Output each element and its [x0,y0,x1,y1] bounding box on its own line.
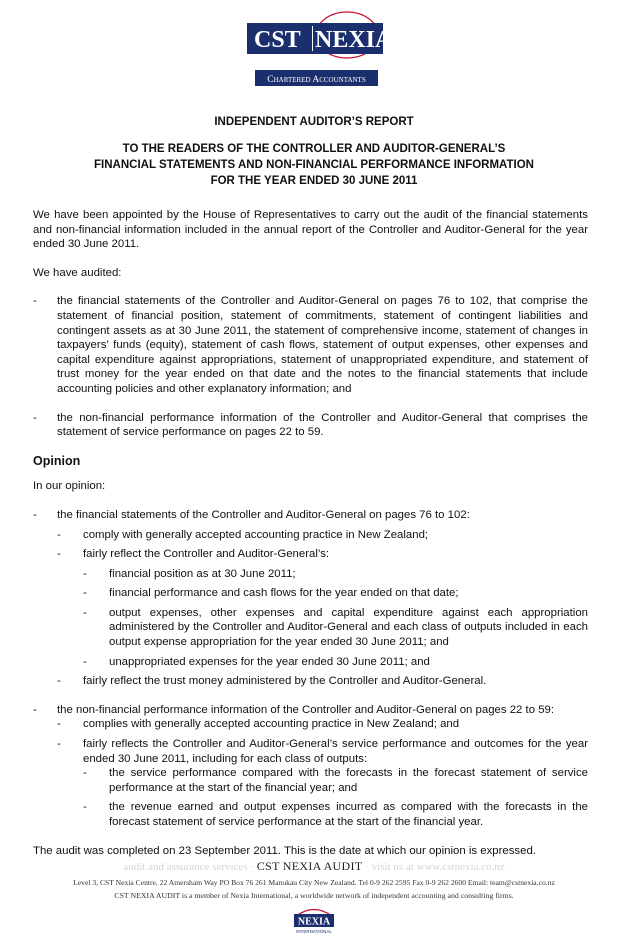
audited-heading: We have audited: [33,266,122,279]
dash-bullet: - [83,567,87,580]
dash-bullet: - [57,548,61,561]
readers-title-line: TO THE READERS OF THE CONTROLLER AND AUDITOR-GENERAL’S [122,143,506,155]
audited-item [33,411,588,440]
dash-bullet: - [33,411,37,424]
logo-divider [312,26,313,51]
readers-title-line: FOR THE YEAR ENDED 30 JUNE 2011 [210,175,418,187]
nexia-badge-graphic [284,905,344,935]
logo-name-part2: NEXIA [315,27,393,53]
dash-bullet: - [57,528,61,541]
page-footer [0,859,628,940]
opinion-nfp-item [33,703,588,718]
opinion-fs-sub-text: output expenses, other expenses and capital expenditure against each appropriation administered by the Controller and Auditor-General and each class of outputs included in each output expense appropriation for the year ended 30 June 2011; and [109,606,588,649]
dash-bullet: - [83,767,87,780]
opinion-nfp-comply [33,717,588,732]
readers-title [0,141,628,189]
opinion-fs-comply-text: comply with generally accepted accounting practice in New Zealand; [83,528,429,541]
opinion-fs-sub-item [33,606,588,650]
opinion-fs-fairly [33,547,588,562]
dash-bullet: - [83,606,87,619]
footer-address: Level 3, CST Nexia Centre, 22 Amersham Way PO Box 76 261 Manukau City New Zealand. Tel 0-9 262 2595 Fax 0-9 262 2600 Email: team@cstnexia.co.nz [73,878,555,887]
opinion-nfp-fairly-text: fairly reflects the Controller and Auditor-General’s service performance and outcomes for the year ended 30 June 2011, including for each class of outputs: [83,738,588,765]
opinion-heading: Opinion [33,453,81,468]
footer-website: visit us at www.cstnexia.co.nz [371,861,505,873]
opinion-fs-trust-text: fairly reflect the trust money administered by the Controller and Auditor-General. [83,675,487,688]
logo-name-part1: CST [254,27,301,53]
opinion-fs-sub-text: unappropriated expenses for the year ended 30 June 2011; and [109,655,430,668]
intro-paragraph: We have been appointed by the House of Representatives to carry out the audit of the financial statements and non-financial information included in the annual report of the Controller and Auditor-General for the year ended 30 June 2011. [33,209,588,251]
opinion-fs-comply [33,528,588,543]
dash-bullet: - [33,295,37,308]
footer-services-line [0,859,628,874]
nexia-international-logo [284,905,344,940]
opinion-nfp-sub-text: the service performance compared with the forecasts in the forecast statement of service performance at the start of the financial year; and [109,767,588,794]
footer-separator: · [365,861,369,873]
opinion-fs-sub-text: financial position as at 30 June 2011; [109,567,296,580]
opinion-nfp-comply-text: complies with generally accepted accounting practice in New Zealand; and [83,718,460,731]
opinion-fs-item [33,508,588,523]
dash-bullet: - [83,801,87,814]
opinion-fs-sub-item [33,655,588,670]
dash-bullet: - [83,587,87,600]
footer-member-statement: CST NEXIA AUDIT is a member of Nexia International, a worldwide network of independent accounting and consulting firms. [114,891,514,900]
dash-bullet: - [57,718,61,731]
nexia-badge-name: NEXIA [297,916,331,928]
completion-statement: The audit was completed on 23 September 2011. This is the date at which our opinion is expressed. [33,844,536,857]
opinion-nfp-fairly [33,737,588,766]
opinion-fs-trust [33,674,588,689]
opinion-nfp-sub-item [33,766,588,795]
footer-firm-name: CST NEXIA AUDIT [256,859,363,873]
dash-bullet: - [57,675,61,688]
audited-item-text: the financial statements of the Controller and Auditor-General on pages 76 to 102, that comprise the statement of financial position, statement of commitments, statement of contingent liabilities and contingent assets as at 30 June 2011, the statement of comprehensive income, statement of changes in taxpayers’ funds (equity), statement of cash flows, statement of output expenses, other expenses and capital expenditure against appropriations, statement of unappropriated expenditure, and statement of trust money for the year ended on that date and the notes to the financial statements that include accounting policies and other explanatory information; and [57,295,588,395]
dash-bullet: - [57,738,61,751]
report-header [0,116,628,189]
footer-separator: · [250,861,255,873]
nexia-badge-sub: INTERNATIONAL [296,929,332,934]
audited-item-text: the non-financial performance information of the Controller and Auditor-General that comprises the statement of service performance on pages 22 to 59. [57,411,588,439]
opinion-fs-sub-item [33,567,588,582]
audited-item [33,294,588,396]
opinion-fs-sub-text: financial performance and cash flows for the year ended on that date; [109,587,459,600]
cst-nexia-logo [0,6,628,90]
opinion-fs-fairly-text: fairly reflect the Controller and Auditor-General’s: [83,548,330,561]
report-body [33,208,588,858]
dash-bullet: - [33,508,37,521]
dash-bullet: - [83,655,87,668]
logo-graphic [229,6,399,90]
footer-services: audit and assurance services [123,861,248,873]
dash-bullet: - [33,703,37,716]
opinion-nfp-sub-text: the revenue earned and output expenses incurred as compared with the forecasts in the forecast statement of service performance at the start of the financial year. [109,801,588,828]
opinion-fs-text: the financial statements of the Controller and Auditor-General on pages 76 to 102: [57,508,470,521]
opinion-nfp-text: the non-financial performance information of the Controller and Auditor-General on pages 22 to 59: [57,703,555,716]
opinion-nfp-sub-item [33,800,588,829]
report-title: INDEPENDENT AUDITOR’S REPORT [214,116,414,128]
logo-tagline: Chartered Accountants [267,75,366,85]
opinion-intro: In our opinion: [33,480,106,493]
readers-title-line: FINANCIAL STATEMENTS AND NON-FINANCIAL PERFORMANCE INFORMATION [94,159,534,171]
opinion-fs-sub-item [33,586,588,601]
